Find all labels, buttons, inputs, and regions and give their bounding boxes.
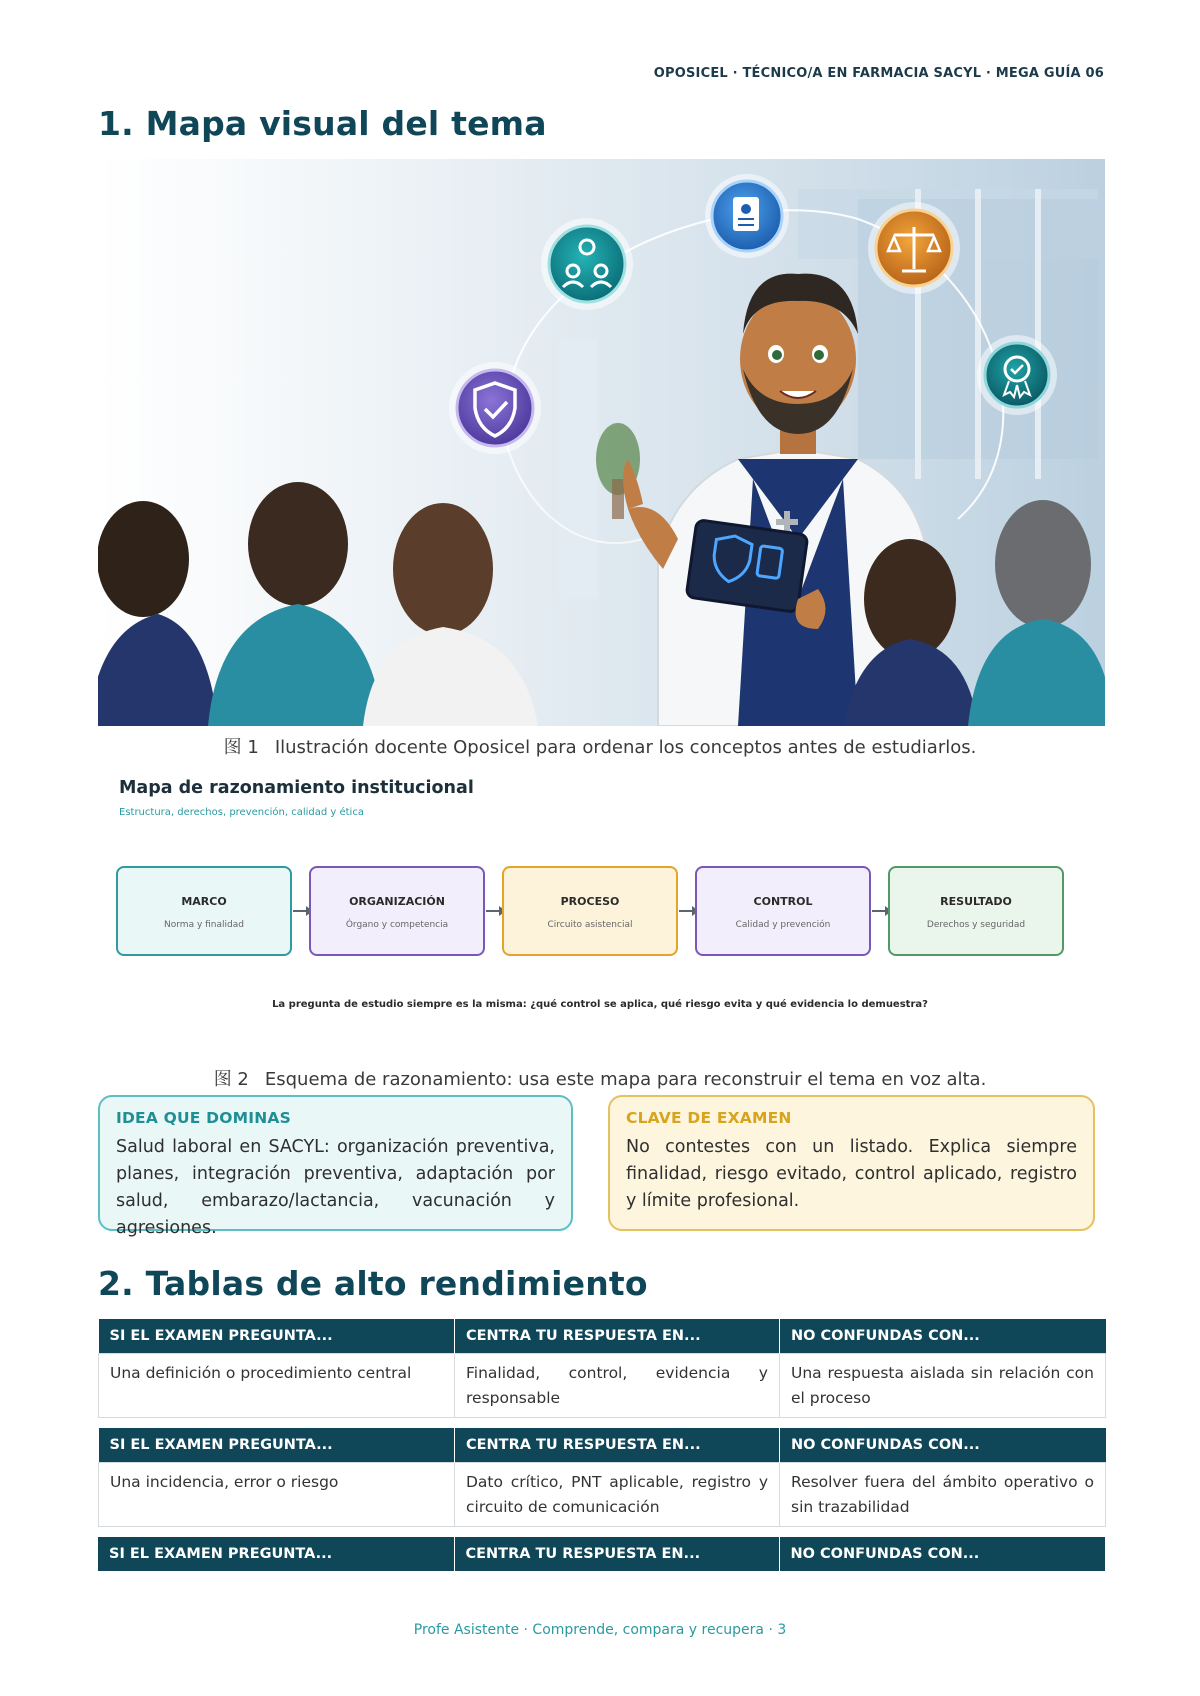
figure-caption: [0, 733, 1200, 759]
callout-body: Salud laboral en SACYL: organización preventiva, planes, integración preventiva, adaptación por salud, embarazo/lactancia, vacunación y agresiones.: [116, 1137, 555, 1238]
flow-step-subtitle: Circuito asistencial: [547, 920, 633, 930]
map-title: Mapa de razonamiento institucional: [119, 778, 474, 798]
flow-step-title: RESULTADO: [940, 895, 1012, 908]
team-icon: [541, 218, 633, 310]
column-header: CENTRA TU RESPUESTA EN...: [455, 1428, 780, 1462]
table-cell: Dato crítico, PNT aplicable, registro y circuito de comunicación: [455, 1462, 780, 1526]
flow-step-subtitle: Calidad y prevención: [735, 920, 831, 930]
illustration-scene: [98, 159, 1105, 726]
column-header: CENTRA TU RESPUESTA EN...: [454, 1537, 779, 1571]
column-header: NO CONFUNDAS CON...: [779, 1537, 1105, 1571]
award-badge-icon: [977, 335, 1057, 415]
map-question: La pregunta de estudio siempre es la misma: ¿qué control se aplica, qué riesgo evita y qué evidencia lo demuestra?: [272, 999, 928, 1010]
column-header: SI EL EXAMEN PREGUNTA...: [98, 1537, 454, 1571]
study-table: [98, 1428, 1106, 1527]
flow-step-marco: [116, 866, 292, 956]
figure-number: 图 1: [223, 737, 259, 758]
flow-step-control: [695, 866, 871, 956]
study-table: [98, 1319, 1106, 1418]
figure-caption: [0, 1065, 1200, 1091]
flow-step-subtitle: Norma y finalidad: [164, 920, 244, 930]
shield-check-icon: [449, 362, 541, 454]
figure-caption-text: Esquema de razonamiento: usa este mapa para reconstruir el tema en voz alta.: [264, 1069, 987, 1090]
callout-exam-key: [608, 1095, 1095, 1231]
table-cell: Resolver fuera del ámbito operativo o sin trazabilidad: [780, 1462, 1106, 1526]
column-header: SI EL EXAMEN PREGUNTA...: [99, 1319, 455, 1353]
column-header: NO CONFUNDAS CON...: [780, 1428, 1106, 1462]
flow-step-title: ORGANIZACIÓN: [349, 895, 445, 908]
reasoning-flow: [116, 866, 1064, 956]
callout-title: IDEA QUE DOMINAS: [116, 1109, 291, 1127]
table-cell: Una definición o procedimiento central: [99, 1353, 455, 1417]
scales-icon: [868, 202, 960, 294]
page-footer: Profe Asistente · Comprende, compara y recupera · 3: [413, 1622, 787, 1638]
flow-step-subtitle: Órgano y competencia: [345, 920, 449, 930]
table-header-row: [98, 1537, 1105, 1571]
study-table: [98, 1537, 1105, 1571]
section-title: 1. Mapa visual del tema: [98, 104, 547, 143]
callout-body: No contestes con un listado. Explica siempre finalidad, riesgo evitado, control aplicado, registro y límite profesional.: [626, 1137, 1077, 1211]
flow-step-title: PROCESO: [560, 895, 620, 908]
tablet-shield-icon: [686, 520, 808, 613]
section-title: 2. Tablas de alto rendimiento: [98, 1264, 648, 1303]
flow-step-resultado: [888, 866, 1064, 956]
document-icon: [705, 174, 789, 258]
callout-idea: [98, 1095, 573, 1238]
column-header: SI EL EXAMEN PREGUNTA...: [99, 1428, 455, 1462]
flow-step-organizacion: [309, 866, 485, 956]
table-cell: Una respuesta aislada sin relación con el proceso: [780, 1353, 1106, 1417]
table-header-row: [99, 1428, 1106, 1462]
running-header: OPOSICEL · TÉCNICO/A EN FARMACIA SACYL · MEGA GUÍA 06: [653, 66, 1104, 81]
column-header: NO CONFUNDAS CON...: [780, 1319, 1106, 1353]
teaching-illustration: [98, 159, 1105, 726]
column-header: CENTRA TU RESPUESTA EN...: [455, 1319, 780, 1353]
flow-step-title: CONTROL: [753, 895, 813, 908]
flow-step-title: MARCO: [181, 895, 227, 908]
figure-caption-text: Ilustración docente Oposicel para ordenar los conceptos antes de estudiarlos.: [274, 737, 977, 758]
table-header-row: [99, 1319, 1106, 1353]
flow-step-subtitle: Derechos y seguridad: [926, 920, 1026, 930]
callout-title: CLAVE DE EXAMEN: [626, 1109, 792, 1127]
table-cell: Una incidencia, error o riesgo: [99, 1462, 455, 1526]
table-row: [99, 1353, 1106, 1417]
figure-number: 图 2: [213, 1069, 249, 1090]
table-cell: Finalidad, control, evidencia y responsable: [455, 1353, 780, 1417]
flow-step-proceso: [502, 866, 678, 956]
table-row: [99, 1462, 1106, 1526]
map-subtitle: Estructura, derechos, prevención, calidad y ética: [119, 807, 364, 818]
